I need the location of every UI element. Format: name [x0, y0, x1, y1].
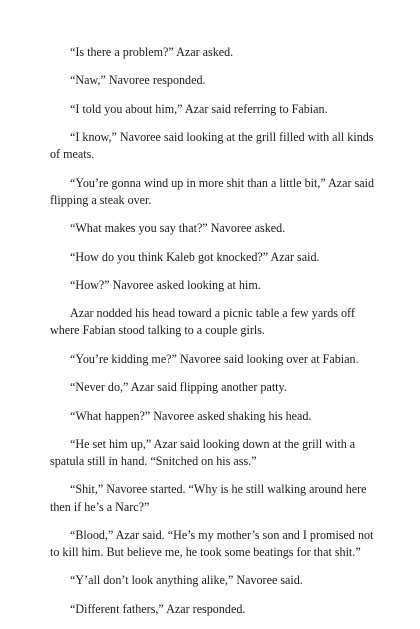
paragraph: “You’re kidding me?” Navoree said looking over at Fabian.	[70, 351, 359, 366]
paragraph: “He set him up,” Azar said looking down at the grill with a spatula still in hand. “Snitched on his ass.”	[50, 436, 356, 469]
paragraph: “You’re gonna wind up in more shit than a little bit,” Azar said flipping a steak over.	[50, 175, 375, 207]
paragraph: “Never do,” Azar said flipping another patty.	[70, 380, 287, 395]
paragraph: “What happen?” Navoree asked shaking his head.	[70, 408, 312, 423]
paragraph: “What makes you say that?” Navoree asked.	[70, 221, 286, 236]
paragraph: “How?” Navoree asked looking at him.	[70, 277, 261, 292]
paragraph: “How do you think Kaleb got knocked?” Azar said.	[70, 249, 320, 264]
paragraph: “Different fathers,” Azar responded.	[70, 601, 246, 616]
paragraph: “Blood,” Azar said. “He’s my mother’s son and I promised not to kill him. But believe me, he took some beatings for that shit.”	[50, 527, 374, 560]
paragraph: “Naw,” Navoree responded.	[70, 73, 206, 88]
paragraph: Azar nodded his head toward a picnic table a few yards off where Fabian stood talking to a couple girls.	[50, 306, 355, 338]
paragraph: “I know,” Navoree said looking at the grill filled with all kinds of meats.	[50, 130, 374, 162]
paragraph: “Y’all don’t look anything alike,” Navoree said.	[70, 573, 303, 588]
paragraph: “Is there a problem?” Azar asked.	[70, 45, 234, 59]
paragraph: “I told you about him,” Azar said referring to Fabian.	[70, 101, 328, 116]
paragraph: “Shit,” Navoree started. “Why is he still walking around here then if he’s a Narc?”	[50, 482, 367, 514]
page-text	[50, 44, 378, 629]
